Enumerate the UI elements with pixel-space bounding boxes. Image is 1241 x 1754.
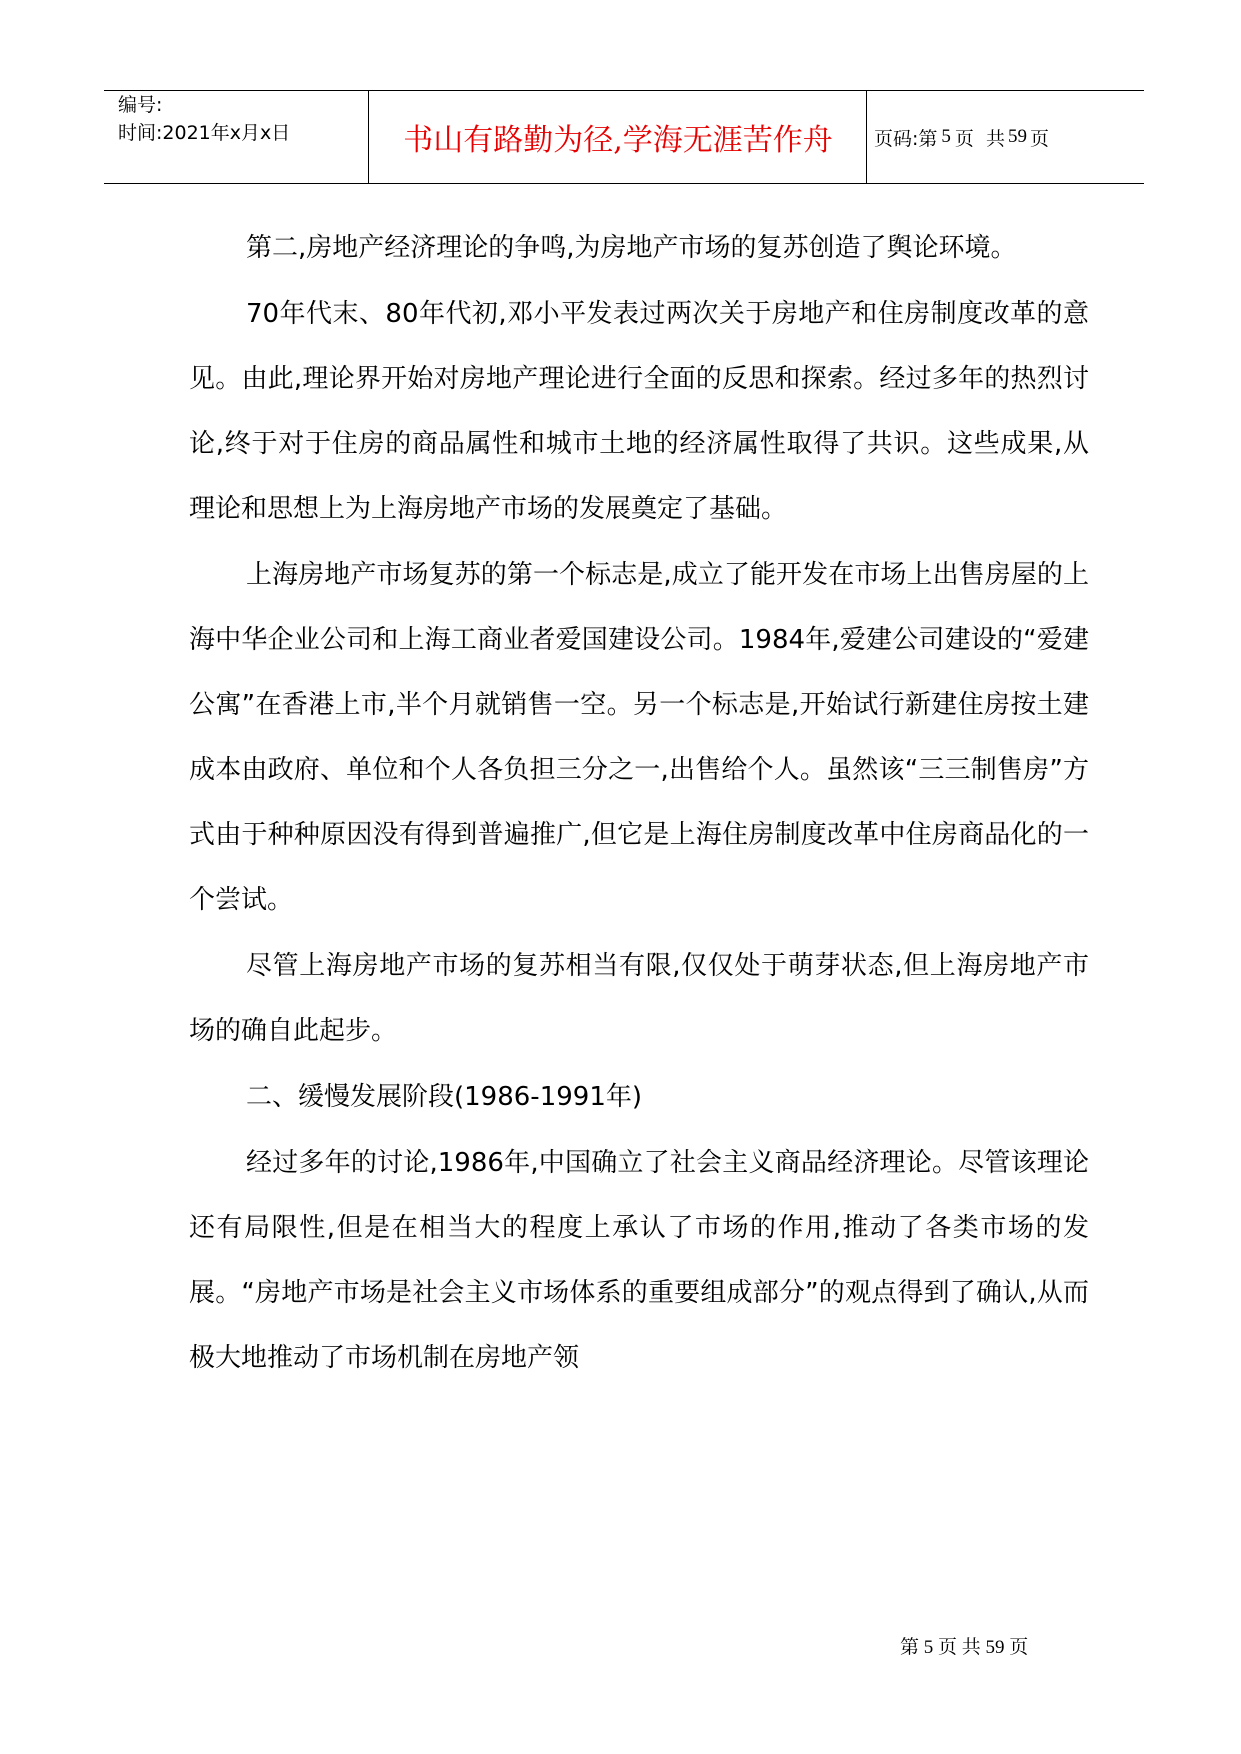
page-suffix: 页 bbox=[1030, 127, 1050, 150]
header-meta bbox=[118, 91, 366, 183]
section-heading: 二、缓慢发展阶段(1986-1991年) bbox=[246, 1082, 643, 1112]
page-footer: 第 5 页 共 59 页 bbox=[900, 1637, 1029, 1658]
current-page-number: 5 bbox=[941, 126, 951, 147]
paragraph: 经过多年的讨论,1986年,中国确立了社会主义商品经济理论。尽管该理论还有局限性,但是在相当大的程度上承认了市场的作用,推动了各类市场的发展。“房地产市场是社会主义市场体系的重要组成部分”的观点得到了确认,从而极大地推动了市场机制在房地产领 bbox=[189, 1148, 1089, 1373]
page-mid: 页 共 bbox=[954, 127, 1005, 150]
total-pages-number: 59 bbox=[1008, 126, 1027, 147]
document-time-label: 时间:2021年x月x日 bbox=[118, 122, 291, 144]
paragraph: 第二,房地产经济理论的争鸣,为房地产市场的复苏创造了舆论环境。 bbox=[246, 233, 1017, 263]
paragraph: 上海房地产市场复苏的第一个标志是,成立了能开发在市场上出售房屋的上海中华企业公司和上海工商业者爱国建设公司。1984年,爱建公司建设的“爱建公寓”在香港上市,半个月就销售一空。另一个标志是,开始试行新建住房按土建成本由政府、单位和个人各负担三分之一,出售给个人。虽然该“三三制售房”方式由于种种原因没有得到普遍推广,但它是上海住房制度改革中住房商品化的一个尝试。 bbox=[189, 560, 1089, 915]
header-page-number bbox=[874, 91, 1049, 183]
header-divider bbox=[866, 91, 867, 183]
header-divider bbox=[368, 91, 369, 183]
document-code-label: 编号: bbox=[118, 94, 163, 116]
paragraph: 70年代末、80年代初,邓小平发表过两次关于房地产和住房制度改革的意见。由此,理论界开始对房地产理论进行全面的反思和探索。经过多年的热烈讨论,终于对于住房的商品属性和城市土地的经济属性取得了共识。这些成果,从理论和思想上为上海房地产市场的发展奠定了基础。 bbox=[189, 299, 1089, 524]
page-prefix: 页码:第 bbox=[874, 127, 938, 150]
page-header bbox=[104, 90, 1144, 184]
paragraph: 尽管上海房地产市场的复苏相当有限,仅仅处于萌芽状态,但上海房地产市场的确自此起步。 bbox=[189, 951, 1089, 1046]
header-motto: 书山有路勤为径,学海无涯苦作舟 bbox=[403, 123, 833, 158]
document-body bbox=[189, 216, 1089, 1392]
